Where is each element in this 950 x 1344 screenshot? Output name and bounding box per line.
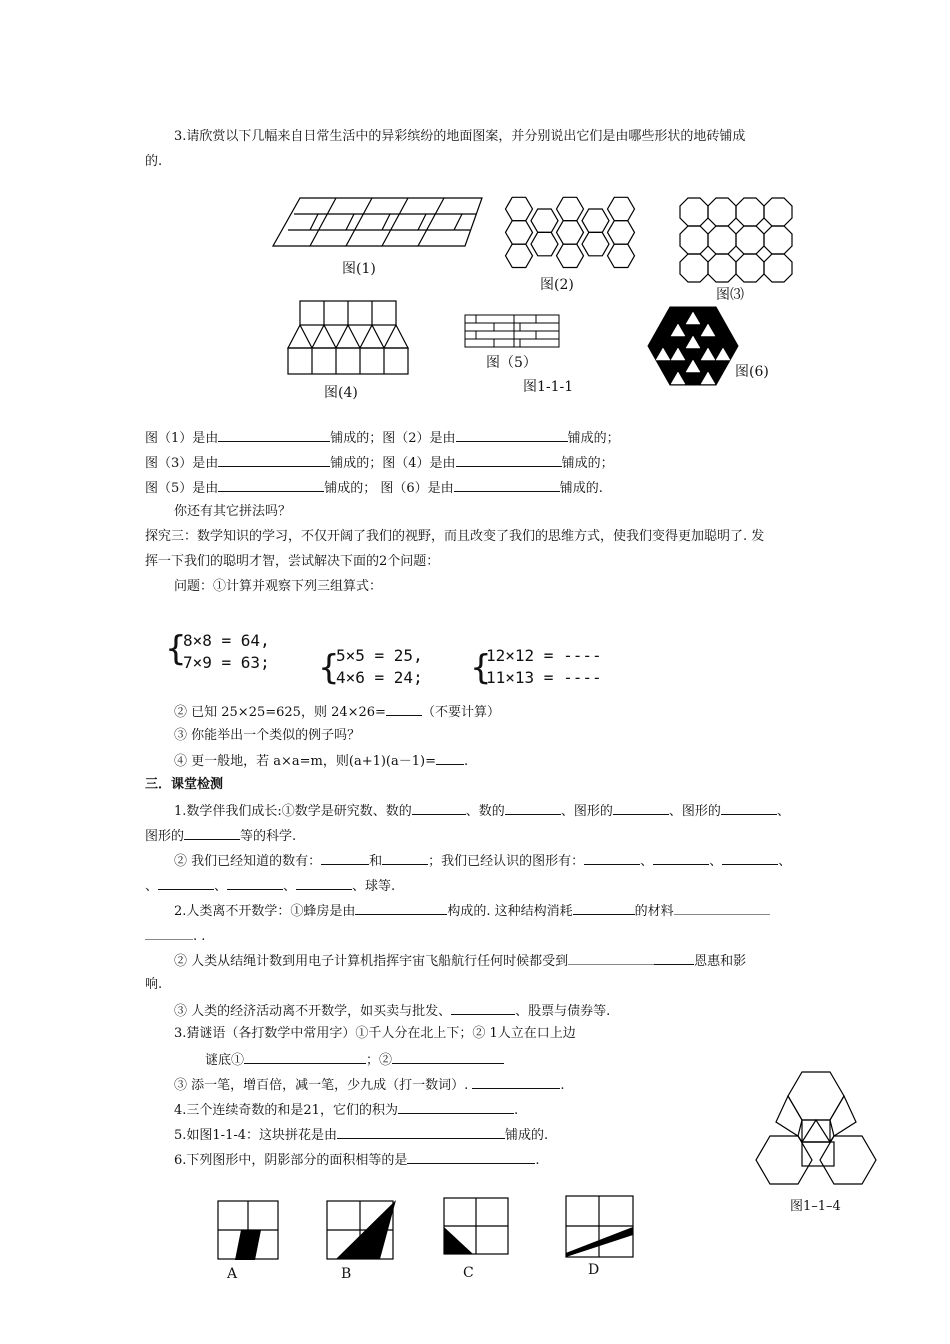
check-2-a: ② 我们已经知道的数有：: [174, 854, 322, 869]
hexagon-tile: [506, 221, 533, 244]
check-j3-a: ③ 人类的经济活动离不开数学，如买卖与批发、: [174, 1004, 452, 1019]
sep-1: 、: [640, 854, 654, 869]
figure-6-hexagon-triangle-tiling: [648, 306, 738, 386]
blank-2-5[interactable]: [722, 851, 778, 865]
hexagon-tile: [506, 197, 533, 220]
check-j2-b: 恩惠和影: [694, 954, 747, 969]
check-m1-a: 4.三个连续奇数的和是21，它们的积为: [174, 1103, 398, 1118]
q-item-4-b: .: [464, 754, 469, 769]
blank-j1-3[interactable]: [674, 901, 770, 915]
check-k3-b: .: [560, 1078, 565, 1093]
fill-row-1: [145, 428, 620, 448]
q-item-2-b: （不要计算）: [421, 705, 500, 720]
check-1-line1: [174, 801, 790, 821]
blank-2-2[interactable]: [382, 851, 428, 865]
fill-row-3-c: 铺成的.: [559, 481, 603, 496]
blank-j1-2[interactable]: [573, 901, 635, 915]
blank-product[interactable]: [398, 1100, 514, 1114]
check-2-c: ；我们已经认识的图形有：: [428, 854, 585, 869]
check-1-g: 等的科学.: [240, 829, 297, 844]
caption-fig4: 图(4): [324, 385, 358, 401]
blank-j2-1[interactable]: [568, 951, 654, 965]
blank-2-3[interactable]: [584, 851, 640, 865]
explore3-question: 问题：①计算并观察下列三组算式：: [174, 579, 383, 594]
check-j1-line2: [145, 926, 205, 946]
blank-riddle-1[interactable]: [244, 1050, 366, 1064]
sep-3: 、: [778, 854, 792, 869]
check-m3: [174, 1150, 540, 1170]
hexagon-tile: [531, 209, 558, 232]
octagon-tile: [764, 198, 792, 226]
blank-1-5[interactable]: [184, 826, 240, 840]
check-m1-b: .: [513, 1103, 519, 1118]
caption-main-figure: 图1-1-1: [523, 379, 574, 395]
eq-3b: 11×13 = ----: [486, 668, 602, 687]
blank-j1-1[interactable]: [355, 901, 447, 915]
check-m2-a: 5.如图1-1-4：这块拼花是由: [174, 1128, 338, 1143]
hexagon-tile: [608, 197, 635, 220]
fill-row-2-c: 铺成的；: [561, 456, 614, 471]
check-m1: [174, 1100, 518, 1120]
blank-j1-4[interactable]: [145, 926, 193, 940]
fill-row-3-b: 铺成的； 图（6）是由: [324, 481, 454, 496]
check-j1-a: 2.人类离不开数学：①蜂房是由: [174, 904, 356, 919]
hexagon-tile: [608, 244, 635, 267]
hexagon-tile: [608, 221, 635, 244]
caption-fig5: 图（5）: [486, 355, 537, 371]
fill-row-3: [145, 478, 603, 498]
q-item-2: [174, 702, 500, 722]
eq-1b: 7×9 = 63;: [183, 653, 270, 672]
check-m3-a: 6.下列图形中，阴影部分的面积相等的是: [174, 1153, 408, 1168]
check-1-d: 、图形的: [668, 804, 721, 819]
hexagon-tile: [531, 232, 558, 255]
option-a-figure: [217, 1200, 279, 1262]
q-item-4-a: ④ 更一般地，若 a×a=m，则(a+1)(a－1)=: [174, 754, 436, 769]
check-j2-line1: [174, 951, 746, 971]
blank-fig4[interactable]: [456, 453, 562, 467]
blank-riddle-3[interactable]: [472, 1075, 560, 1089]
option-d-figure: [565, 1195, 635, 1259]
fill-row-2-b: 铺成的；图（4）是由: [330, 456, 456, 471]
brace-2: {: [318, 648, 340, 688]
octagon-tile: [680, 226, 708, 254]
eq-2a: 5×5 = 25,: [336, 646, 423, 665]
check-k2-a: 谜底①: [205, 1053, 245, 1068]
fill-row-1-b: 铺成的；图（2）是由: [330, 431, 456, 446]
blank-1-3[interactable]: [613, 801, 669, 815]
blank-fig5[interactable]: [218, 478, 324, 492]
check-k3-a: ③ 添一笔，增百倍，减一笔，少九成（打一数词）.: [174, 1078, 473, 1093]
blank-general[interactable]: [436, 751, 464, 765]
fill-row-2: [145, 453, 614, 473]
blank-fig114[interactable]: [337, 1125, 505, 1139]
check-m2-b: 铺成的.: [505, 1128, 549, 1143]
check-2-d2: 、: [214, 879, 228, 894]
option-b-figure: [326, 1200, 396, 1262]
figure-5-brick-tiling: [464, 314, 560, 350]
q-item-3: ③ 你能举出一个类似的例子吗？: [174, 728, 361, 743]
option-d-label[interactable]: D: [588, 1262, 600, 1278]
check-2-line1: [174, 851, 791, 871]
check-1-b: 、数的: [465, 804, 505, 819]
explore3-line1: 探究三：数学知识的学习，不仅开阔了我们的视野，而且改变了我们的思维方式，使我们变得更加聪明了. 发: [145, 529, 765, 544]
check-j2-line2: 响.: [145, 977, 163, 992]
blank-riddle-2[interactable]: [392, 1050, 504, 1064]
blank-1-4[interactable]: [721, 801, 777, 815]
q3-line1: 3.请欣赏以下几幅来自日常生活中的异彩缤纷的地面图案，并分别说出它们是由哪些形状的地砖铺成: [174, 129, 746, 144]
caption-fig2: 图(2): [540, 277, 574, 293]
hexagon-tile: [582, 232, 609, 255]
hexagon-tile: [557, 221, 584, 244]
blank-1-2[interactable]: [505, 801, 561, 815]
check-2-line2: [145, 876, 395, 896]
figure-1-parallelogram-tiling: [270, 196, 490, 256]
check-j1-d: . .: [193, 929, 206, 944]
caption-fig6: 图(6): [735, 364, 769, 380]
figure-1-1-4-hexagon-pattern: [755, 1070, 879, 1188]
q-item-2-a: ② 已知 25×25=625，则 24×26=: [174, 705, 386, 720]
blank-equal-area[interactable]: [407, 1150, 535, 1164]
octagon-tile: [764, 254, 792, 282]
check-2-d1: 、: [145, 879, 159, 894]
eq-group-2: [336, 645, 423, 689]
check-1-c: 、图形的: [560, 804, 613, 819]
caption-fig3: 图⑶: [716, 287, 744, 303]
blank-1-1[interactable]: [412, 801, 466, 815]
check-j1-c: 的材料: [634, 904, 674, 919]
check-1-line2: [145, 826, 296, 846]
caption-fig1: 图(1): [342, 261, 376, 277]
fill-row-1-a: 图（1）是由: [145, 431, 219, 446]
octagon-tile: [736, 254, 764, 282]
other-method: 你还有其它拼法吗？: [174, 504, 292, 519]
blank-fig6[interactable]: [454, 478, 560, 492]
check-j3: [174, 1001, 610, 1021]
check-1-f: 图形的: [145, 829, 185, 844]
octagon-tile: [736, 226, 764, 254]
q3-line2: 的.: [145, 154, 163, 169]
octagon-tile: [680, 198, 708, 226]
sep-2: 、: [709, 854, 723, 869]
check-2-e: 、球等.: [352, 879, 396, 894]
blank-2-1[interactable]: [321, 851, 369, 865]
octagon-tile: [708, 254, 736, 282]
hexagon-tile: [557, 197, 584, 220]
check-2-b: 和: [369, 854, 383, 869]
check-j1-line1: [174, 901, 770, 921]
figure-4-square-triangle-tiling: [286, 300, 412, 376]
blank-j2-2[interactable]: [654, 951, 694, 965]
fill-row-2-a: 图（3）是由: [145, 456, 219, 471]
fill-row-1-c: 铺成的；: [567, 431, 620, 446]
brace-1: {: [165, 629, 187, 669]
figure-3-octagon-square-tiling: [680, 198, 792, 282]
check-k1: 3.猜谜语（各打数学中常用字）①千人分在北上下；② 1人立在口上边: [174, 1026, 576, 1041]
blank-2-4[interactable]: [653, 851, 709, 865]
blank-2-6[interactable]: [158, 876, 214, 890]
blank-fig1[interactable]: [218, 428, 330, 442]
hexagon-tile: [506, 244, 533, 267]
option-c-figure: [443, 1197, 509, 1257]
q-item-4: [174, 751, 468, 771]
blank-fig2[interactable]: [456, 428, 568, 442]
check-1-e: 、: [776, 804, 790, 819]
check-m3-b: .: [535, 1153, 540, 1168]
eq-1a: 8×8 = 64,: [183, 631, 270, 650]
eq-group-3: [486, 645, 602, 689]
check-k3: [174, 1075, 565, 1095]
blank-2-7[interactable]: [227, 876, 283, 890]
hexagon-tile: [557, 244, 584, 267]
explore3-line2: 挥一下我们的聪明才智，尝试解决下面的2个问题：: [145, 554, 440, 569]
option-b-label[interactable]: B: [341, 1266, 352, 1282]
option-c-label[interactable]: C: [463, 1265, 474, 1281]
octagon-tile: [708, 198, 736, 226]
check-k2: [205, 1050, 504, 1070]
octagon-tile: [680, 254, 708, 282]
blank-24x26[interactable]: [386, 702, 422, 716]
check-2-d3: 、: [283, 879, 297, 894]
eq-group-1: [183, 630, 270, 674]
caption-fig114: 图1–1–4: [790, 1199, 841, 1214]
check-1-a: 1.数学伴我们成长:①数学是研究数、数的: [174, 804, 412, 819]
eq-2b: 4×6 = 24;: [336, 668, 423, 687]
blank-fig3[interactable]: [218, 453, 330, 467]
figure-2-hexagon-tiling: [505, 197, 635, 269]
octagon-tile: [708, 226, 736, 254]
check-j2-a: ② 人类从结绳计数到用电子计算机指挥宇宙飞船航行任何时候都受到: [174, 954, 569, 969]
octagon-tile: [764, 226, 792, 254]
fill-row-3-a: 图（5）是由: [145, 481, 219, 496]
section-check-title: 三．课堂检测: [145, 777, 224, 792]
eq-3a: 12×12 = ----: [486, 646, 602, 665]
hexagon-tile: [582, 209, 609, 232]
check-j3-b: 、股票与债券等.: [515, 1004, 611, 1019]
option-a-label[interactable]: A: [227, 1266, 238, 1282]
check-m2: [174, 1125, 548, 1145]
octagon-tile: [736, 198, 764, 226]
check-j1-b: 构成的. 这种结构消耗: [447, 904, 573, 919]
brace-3: {: [470, 648, 492, 688]
check-k2-b: ；②: [366, 1053, 393, 1068]
blank-2-8[interactable]: [296, 876, 352, 890]
blank-j3[interactable]: [451, 1001, 515, 1015]
